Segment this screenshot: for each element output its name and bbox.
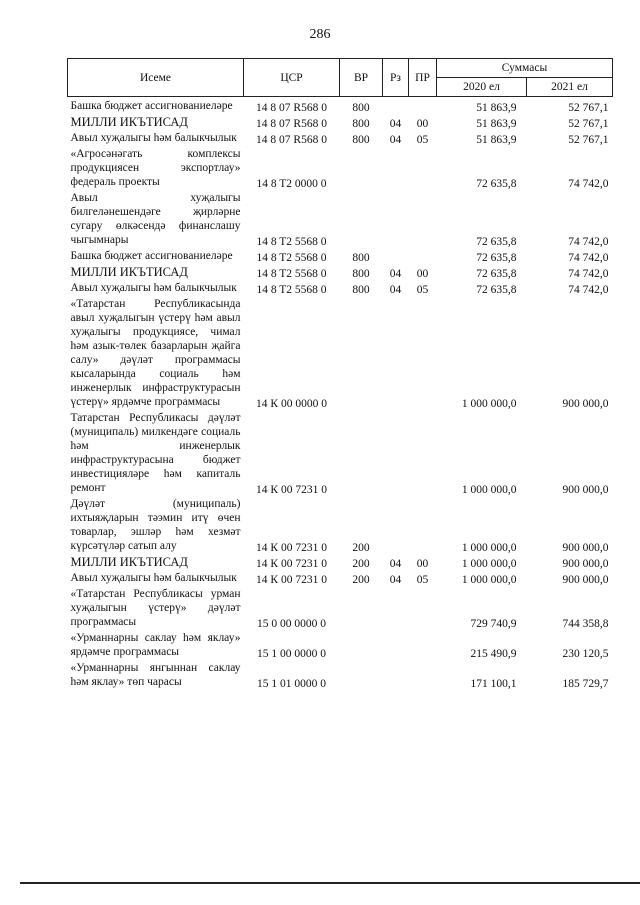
cell-pr: 05 bbox=[416, 134, 429, 146]
cell-vr: 200 bbox=[352, 574, 370, 586]
cell-y2: 900 000,0 bbox=[562, 558, 609, 570]
cell-rz bbox=[383, 587, 409, 631]
header-year-2021: 2021 ел bbox=[527, 78, 613, 97]
cell-rz: 04 bbox=[389, 284, 402, 296]
cell-vr: 800 bbox=[352, 284, 370, 296]
table-body bbox=[68, 97, 613, 692]
cell-y2: 74 742,0 bbox=[568, 284, 609, 296]
cell-rz bbox=[383, 631, 409, 661]
cell-rz: 04 bbox=[389, 118, 402, 130]
bottom-rule bbox=[20, 882, 640, 884]
cell-y2: 74 742,0 bbox=[568, 268, 609, 280]
cell-name: Авыл хуҗалыгы һәм балыкчылык bbox=[70, 572, 237, 584]
cell-y1: 1 000 000,0 bbox=[461, 542, 517, 554]
header-vr: ВР bbox=[340, 59, 383, 97]
cell-rz bbox=[383, 249, 409, 265]
cell-csr: 14 8 T2 5568 0 bbox=[256, 268, 327, 280]
cell-rz: 04 bbox=[389, 268, 402, 280]
cell-name: МИЛЛИ ИКЪТИСАД bbox=[70, 555, 188, 569]
cell-name: Башка бюджет ассигнованиеләре bbox=[70, 100, 233, 112]
cell-vr bbox=[340, 147, 383, 191]
cell-y2: 230 120,5 bbox=[562, 648, 609, 660]
cell-csr: 14 К 00 0000 0 bbox=[256, 398, 327, 410]
cell-name: «Агросәнәгать комплексы продукциясен экспортлау» федераль проекты bbox=[70, 148, 241, 188]
page-number: 286 bbox=[309, 27, 331, 42]
table-row bbox=[68, 587, 613, 631]
cell-y1: 51 863,9 bbox=[476, 102, 517, 114]
cell-pr bbox=[409, 147, 437, 191]
cell-y2: 744 358,8 bbox=[562, 618, 609, 630]
cell-y1: 1 000 000,0 bbox=[461, 558, 517, 570]
cell-csr: 14 8 07 R568 0 bbox=[256, 102, 327, 114]
cell-vr: 800 bbox=[352, 118, 370, 130]
cell-y1: 51 863,9 bbox=[476, 134, 517, 146]
cell-vr bbox=[340, 587, 383, 631]
cell-y1: 729 740,9 bbox=[470, 618, 517, 630]
cell-y1: 72 635,8 bbox=[476, 252, 517, 264]
cell-vr bbox=[340, 191, 383, 249]
cell-vr: 200 bbox=[352, 542, 370, 554]
cell-vr bbox=[340, 631, 383, 661]
cell-pr bbox=[409, 297, 437, 411]
cell-name: «Урманнарны янгыннан саклау һәм яклау» төп чарасы bbox=[70, 662, 241, 688]
header-year-2020: 2020 ел bbox=[437, 78, 527, 97]
table-header bbox=[68, 59, 613, 97]
cell-pr: 00 bbox=[416, 268, 429, 280]
cell-y1: 72 635,8 bbox=[476, 236, 517, 248]
cell-pr bbox=[409, 249, 437, 265]
cell-name: Татарстан Республикасы дәүләт (муниципаль) милкендәге социаль һәм инженерлык инфраструктурасына бюджет инвестицияләре һәм капиталь ремонт bbox=[70, 412, 241, 494]
cell-csr: 14 К 00 7231 0 bbox=[256, 542, 327, 554]
cell-vr: 800 bbox=[352, 102, 370, 114]
cell-y1: 72 635,8 bbox=[476, 268, 517, 280]
header-csr: ЦСР bbox=[244, 59, 340, 97]
cell-pr bbox=[409, 97, 437, 116]
cell-pr: 00 bbox=[416, 558, 429, 570]
cell-y2: 52 767,1 bbox=[568, 102, 609, 114]
cell-y2: 900 000,0 bbox=[562, 574, 609, 586]
cell-vr: 200 bbox=[352, 558, 370, 570]
table-row bbox=[68, 147, 613, 191]
cell-rz bbox=[383, 147, 409, 191]
table-row bbox=[68, 265, 613, 281]
cell-rz bbox=[383, 661, 409, 691]
cell-rz bbox=[383, 297, 409, 411]
cell-y2: 185 729,7 bbox=[562, 678, 609, 690]
cell-pr: 05 bbox=[416, 574, 429, 586]
cell-pr: 00 bbox=[416, 118, 429, 130]
cell-y1: 1 000 000,0 bbox=[461, 398, 517, 410]
cell-rz bbox=[383, 497, 409, 555]
table-row bbox=[68, 115, 613, 131]
cell-rz: 04 bbox=[389, 134, 402, 146]
cell-y1: 1 000 000,0 bbox=[461, 574, 517, 586]
cell-vr bbox=[340, 411, 383, 497]
cell-y2: 52 767,1 bbox=[568, 134, 609, 146]
cell-csr: 14 К 00 7231 0 bbox=[256, 558, 327, 570]
table-row bbox=[68, 661, 613, 691]
cell-name: Дәүләт (муниципаль) ихтыяҗларын тәэмин итү өчен товарлар, эшләр һәм хезмәт күрсәтүләр сатып алу bbox=[70, 498, 241, 552]
cell-name: МИЛЛИ ИКЪТИСАД bbox=[70, 265, 188, 279]
cell-csr: 15 0 00 0000 0 bbox=[257, 618, 326, 630]
cell-csr: 14 8 T2 5568 0 bbox=[256, 236, 327, 248]
cell-pr bbox=[409, 587, 437, 631]
cell-csr: 14 К 00 7231 0 bbox=[256, 574, 327, 586]
header-pr: ПР bbox=[409, 59, 437, 97]
cell-y2: 900 000,0 bbox=[562, 484, 609, 496]
cell-y2: 74 742,0 bbox=[568, 178, 609, 190]
header-name: Исеме bbox=[68, 59, 244, 97]
cell-name: Авыл хуҗалыгы һәм балыкчылык bbox=[70, 282, 237, 294]
cell-pr bbox=[409, 631, 437, 661]
cell-rz bbox=[383, 411, 409, 497]
cell-y2: 900 000,0 bbox=[562, 542, 609, 554]
cell-rz: 04 bbox=[389, 574, 402, 586]
cell-name: «Урманнарны саклау һәм яклау» ярдәмче программасы bbox=[70, 632, 241, 658]
cell-y2: 74 742,0 bbox=[568, 236, 609, 248]
cell-csr: 14 8 07 R568 0 bbox=[256, 134, 327, 146]
table-row bbox=[68, 555, 613, 571]
cell-rz bbox=[383, 191, 409, 249]
cell-name: Башка бюджет ассигнованиеләре bbox=[70, 250, 233, 262]
cell-name: Авыл хуҗалыгы һәм балыкчылык bbox=[70, 132, 237, 144]
table-row bbox=[68, 297, 613, 411]
cell-name: МИЛЛИ ИКЪТИСАД bbox=[70, 115, 188, 129]
cell-pr bbox=[409, 661, 437, 691]
cell-pr bbox=[409, 411, 437, 497]
cell-vr: 800 bbox=[352, 268, 370, 280]
cell-pr bbox=[409, 191, 437, 249]
cell-csr: 15 1 01 0000 0 bbox=[257, 678, 326, 690]
cell-vr: 800 bbox=[352, 252, 370, 264]
cell-y2: 74 742,0 bbox=[568, 252, 609, 264]
cell-name: Авыл хуҗалыгы билгеләнешендәге җирләрне сугару өлкәсендә финанслашу чыгымнары bbox=[70, 192, 241, 246]
cell-y2: 900 000,0 bbox=[562, 398, 609, 410]
cell-pr: 05 bbox=[416, 284, 429, 296]
header-rz: Рз bbox=[383, 59, 409, 97]
budget-table bbox=[67, 58, 613, 691]
cell-rz bbox=[383, 97, 409, 116]
table-row bbox=[68, 97, 613, 116]
header-sums: Суммасы bbox=[437, 59, 613, 78]
cell-csr: 14 8 T2 5568 0 bbox=[256, 252, 327, 264]
table-row bbox=[68, 571, 613, 587]
cell-y1: 1 000 000,0 bbox=[461, 484, 517, 496]
cell-csr: 14 8 T2 0000 0 bbox=[256, 178, 327, 190]
table-row bbox=[68, 191, 613, 249]
cell-csr: 14 8 T2 5568 0 bbox=[256, 284, 327, 296]
cell-name: «Татарстан Республикасында авыл хуҗалыгын үстерү һәм авыл хуҗалыгы продукциясе, чимал һәм азык-төлек базарларын җайга салу» дәүләт программасы кысаларында социаль һәм инженерлык инфраструктурасын үстерү» ярдәмче программасы bbox=[70, 298, 241, 408]
table-row bbox=[68, 281, 613, 297]
cell-pr bbox=[409, 497, 437, 555]
cell-y1: 215 490,9 bbox=[470, 648, 517, 660]
cell-name: «Татарстан Республикасы урман хуҗалыгын үстерү» дәүләт программасы bbox=[70, 588, 241, 628]
table-row bbox=[68, 131, 613, 147]
cell-vr bbox=[340, 661, 383, 691]
cell-rz: 04 bbox=[389, 558, 402, 570]
cell-y1: 171 100,1 bbox=[470, 678, 517, 690]
table-row bbox=[68, 249, 613, 265]
table-row bbox=[68, 411, 613, 497]
table-row bbox=[68, 631, 613, 661]
cell-y1: 51 863,9 bbox=[476, 118, 517, 130]
cell-y1: 72 635,8 bbox=[476, 284, 517, 296]
cell-vr bbox=[340, 297, 383, 411]
cell-y2: 52 767,1 bbox=[568, 118, 609, 130]
cell-csr: 15 1 00 0000 0 bbox=[257, 648, 326, 660]
cell-vr: 800 bbox=[352, 134, 370, 146]
table-row bbox=[68, 497, 613, 555]
cell-y1: 72 635,8 bbox=[476, 178, 517, 190]
cell-csr: 14 8 07 R568 0 bbox=[256, 118, 327, 130]
cell-csr: 14 К 00 7231 0 bbox=[256, 484, 327, 496]
